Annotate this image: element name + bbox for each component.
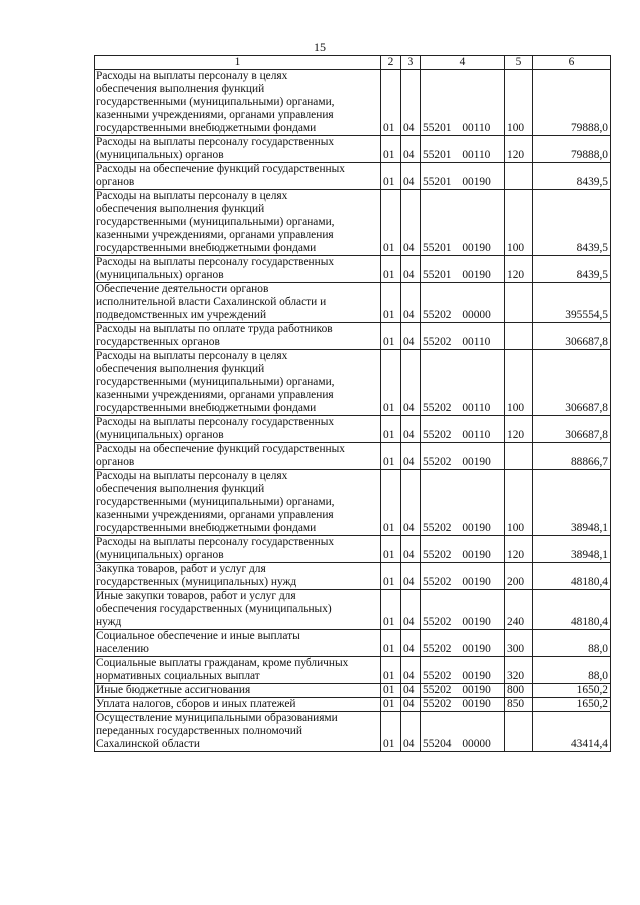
row-amount: 38948,1 xyxy=(533,536,611,563)
row-section: 01 xyxy=(381,536,401,563)
row-amount: 88,0 xyxy=(533,630,611,657)
row-amount: 8439,5 xyxy=(533,256,611,283)
row-section: 01 xyxy=(381,657,401,684)
row-expense-type: 100 xyxy=(505,470,533,536)
row-amount: 48180,4 xyxy=(533,563,611,590)
header-row xyxy=(95,56,611,70)
row-subsection: 04 xyxy=(401,712,421,752)
row-subsection: 04 xyxy=(401,283,421,323)
row-expense-type: 320 xyxy=(505,657,533,684)
row-section: 01 xyxy=(381,443,401,470)
row-amount: 38948,1 xyxy=(533,470,611,536)
row-target-article: 55202 00190 xyxy=(421,470,505,536)
row-target-article: 55201 00190 xyxy=(421,163,505,190)
header-col-3: 3 xyxy=(401,56,421,70)
row-section: 01 xyxy=(381,283,401,323)
row-name: Расходы на выплаты персоналу в целях обеспечения выполнения функций государственными (муниципальными) органами, казенными учреждениями, органами управления государственными внебюджетными фондами xyxy=(95,190,381,256)
row-target-article: 55202 00000 xyxy=(421,283,505,323)
row-subsection: 04 xyxy=(401,443,421,470)
row-expense-type: 800 xyxy=(505,684,533,698)
row-amount: 79888,0 xyxy=(533,70,611,136)
row-amount: 1650,2 xyxy=(533,698,611,712)
row-amount: 306687,8 xyxy=(533,350,611,416)
row-name: Иные бюджетные ассигнования xyxy=(95,684,381,698)
row-name: Расходы на выплаты персоналу государственных (муниципальных) органов xyxy=(95,416,381,443)
row-subsection: 04 xyxy=(401,536,421,563)
table-row xyxy=(95,698,611,712)
row-expense-type: 300 xyxy=(505,630,533,657)
table-row xyxy=(95,590,611,630)
row-subsection: 04 xyxy=(401,630,421,657)
row-expense-type: 120 xyxy=(505,536,533,563)
row-target-article: 55202 00110 xyxy=(421,323,505,350)
row-name: Расходы на выплаты персоналу в целях обеспечения выполнения функций государственными (муниципальными) органами, казенными учреждениями, органами управления государственными внебюджетными фондами xyxy=(95,350,381,416)
table-row xyxy=(95,136,611,163)
row-subsection: 04 xyxy=(401,350,421,416)
row-name: Расходы на выплаты персоналу в целях обеспечения выполнения функций государственными (муниципальными) органами, казенными учреждениями, органами управления государственными внебюджетными фондами xyxy=(95,470,381,536)
header-col-4: 4 xyxy=(421,56,505,70)
row-section: 01 xyxy=(381,470,401,536)
table-row xyxy=(95,416,611,443)
row-name: Расходы на обеспечение функций государственных органов xyxy=(95,163,381,190)
row-amount: 306687,8 xyxy=(533,416,611,443)
row-expense-type: 200 xyxy=(505,563,533,590)
table-row xyxy=(95,163,611,190)
row-subsection: 04 xyxy=(401,323,421,350)
row-target-article: 55201 00110 xyxy=(421,70,505,136)
row-target-article: 55202 00190 xyxy=(421,657,505,684)
table-row xyxy=(95,563,611,590)
row-section: 01 xyxy=(381,590,401,630)
table-row xyxy=(95,630,611,657)
header-col-6: 6 xyxy=(533,56,611,70)
row-amount: 88866,7 xyxy=(533,443,611,470)
row-expense-type xyxy=(505,443,533,470)
row-target-article: 55202 00190 xyxy=(421,563,505,590)
row-section: 01 xyxy=(381,323,401,350)
row-amount: 306687,8 xyxy=(533,323,611,350)
row-section: 01 xyxy=(381,416,401,443)
row-target-article: 55202 00190 xyxy=(421,630,505,657)
row-target-article: 55201 00190 xyxy=(421,190,505,256)
row-section: 01 xyxy=(381,698,401,712)
row-target-article: 55204 00000 xyxy=(421,712,505,752)
row-section: 01 xyxy=(381,712,401,752)
row-expense-type xyxy=(505,323,533,350)
row-name: Социальное обеспечение и иные выплаты населению xyxy=(95,630,381,657)
row-expense-type xyxy=(505,712,533,752)
row-subsection: 04 xyxy=(401,70,421,136)
row-name: Уплата налогов, сборов и иных платежей xyxy=(95,698,381,712)
table-row xyxy=(95,536,611,563)
row-expense-type: 240 xyxy=(505,590,533,630)
row-name: Иные закупки товаров, работ и услуг для обеспечения государственных (муниципальных) нужд xyxy=(95,590,381,630)
row-name: Социальные выплаты гражданам, кроме публичных нормативных социальных выплат xyxy=(95,657,381,684)
row-section: 01 xyxy=(381,70,401,136)
row-target-article: 55202 00110 xyxy=(421,416,505,443)
row-amount: 1650,2 xyxy=(533,684,611,698)
row-name: Расходы на выплаты персоналу государственных (муниципальных) органов xyxy=(95,256,381,283)
row-subsection: 04 xyxy=(401,590,421,630)
row-subsection: 04 xyxy=(401,256,421,283)
row-name: Расходы на выплаты по оплате труда работников государственных органов xyxy=(95,323,381,350)
row-section: 01 xyxy=(381,190,401,256)
row-target-article: 55202 00190 xyxy=(421,698,505,712)
table-row xyxy=(95,323,611,350)
row-target-article: 55202 00110 xyxy=(421,350,505,416)
row-section: 01 xyxy=(381,256,401,283)
row-amount: 88,0 xyxy=(533,657,611,684)
row-target-article: 55202 00190 xyxy=(421,590,505,630)
row-subsection: 04 xyxy=(401,163,421,190)
row-name: Расходы на выплаты персоналу государственных (муниципальных) органов xyxy=(95,536,381,563)
row-expense-type: 120 xyxy=(505,416,533,443)
row-section: 01 xyxy=(381,684,401,698)
row-amount: 8439,5 xyxy=(533,163,611,190)
page-number: 15 xyxy=(314,40,326,54)
row-expense-type: 120 xyxy=(505,136,533,163)
row-target-article: 55202 00190 xyxy=(421,536,505,563)
row-name: Расходы на обеспечение функций государственных органов xyxy=(95,443,381,470)
table-row xyxy=(95,443,611,470)
row-subsection: 04 xyxy=(401,684,421,698)
table-row xyxy=(95,657,611,684)
table-row xyxy=(95,350,611,416)
row-subsection: 04 xyxy=(401,470,421,536)
table-row xyxy=(95,712,611,752)
header-col-5: 5 xyxy=(505,56,533,70)
row-expense-type xyxy=(505,163,533,190)
row-expense-type: 850 xyxy=(505,698,533,712)
row-subsection: 04 xyxy=(401,563,421,590)
row-section: 01 xyxy=(381,630,401,657)
table-row xyxy=(95,684,611,698)
row-name: Обеспечение деятельности органов исполнительной власти Сахалинской области и подведомственных им учреждений xyxy=(95,283,381,323)
header-col-1: 1 xyxy=(95,56,381,70)
header-col-2: 2 xyxy=(381,56,401,70)
row-expense-type: 120 xyxy=(505,256,533,283)
row-amount: 395554,5 xyxy=(533,283,611,323)
row-amount: 43414,4 xyxy=(533,712,611,752)
row-name: Расходы на выплаты персоналу государственных (муниципальных) органов xyxy=(95,136,381,163)
row-expense-type: 100 xyxy=(505,190,533,256)
row-name: Осуществление муниципальными образованиями переданных государственных полномочий Сахалинской области xyxy=(95,712,381,752)
row-target-article: 55201 00190 xyxy=(421,256,505,283)
row-target-article: 55201 00110 xyxy=(421,136,505,163)
row-subsection: 04 xyxy=(401,136,421,163)
table-row xyxy=(95,256,611,283)
row-expense-type: 100 xyxy=(505,70,533,136)
row-subsection: 04 xyxy=(401,698,421,712)
row-subsection: 04 xyxy=(401,416,421,443)
row-section: 01 xyxy=(381,563,401,590)
row-amount: 79888,0 xyxy=(533,136,611,163)
row-amount: 48180,4 xyxy=(533,590,611,630)
table-row xyxy=(95,190,611,256)
row-name: Закупка товаров, работ и услуг для государственных (муниципальных) нужд xyxy=(95,563,381,590)
row-target-article: 55202 00190 xyxy=(421,443,505,470)
row-subsection: 04 xyxy=(401,190,421,256)
table-row xyxy=(95,283,611,323)
row-amount: 8439,5 xyxy=(533,190,611,256)
row-section: 01 xyxy=(381,136,401,163)
row-target-article: 55202 00190 xyxy=(421,684,505,698)
row-expense-type: 100 xyxy=(505,350,533,416)
row-name: Расходы на выплаты персоналу в целях обеспечения выполнения функций государственными (муниципальными) органами, казенными учреждениями, органами управления государственными внебюджетными фондами xyxy=(95,70,381,136)
row-subsection: 04 xyxy=(401,657,421,684)
budget-table xyxy=(94,55,611,752)
table-row xyxy=(95,470,611,536)
row-expense-type xyxy=(505,283,533,323)
row-section: 01 xyxy=(381,350,401,416)
table-row xyxy=(95,70,611,136)
row-section: 01 xyxy=(381,163,401,190)
